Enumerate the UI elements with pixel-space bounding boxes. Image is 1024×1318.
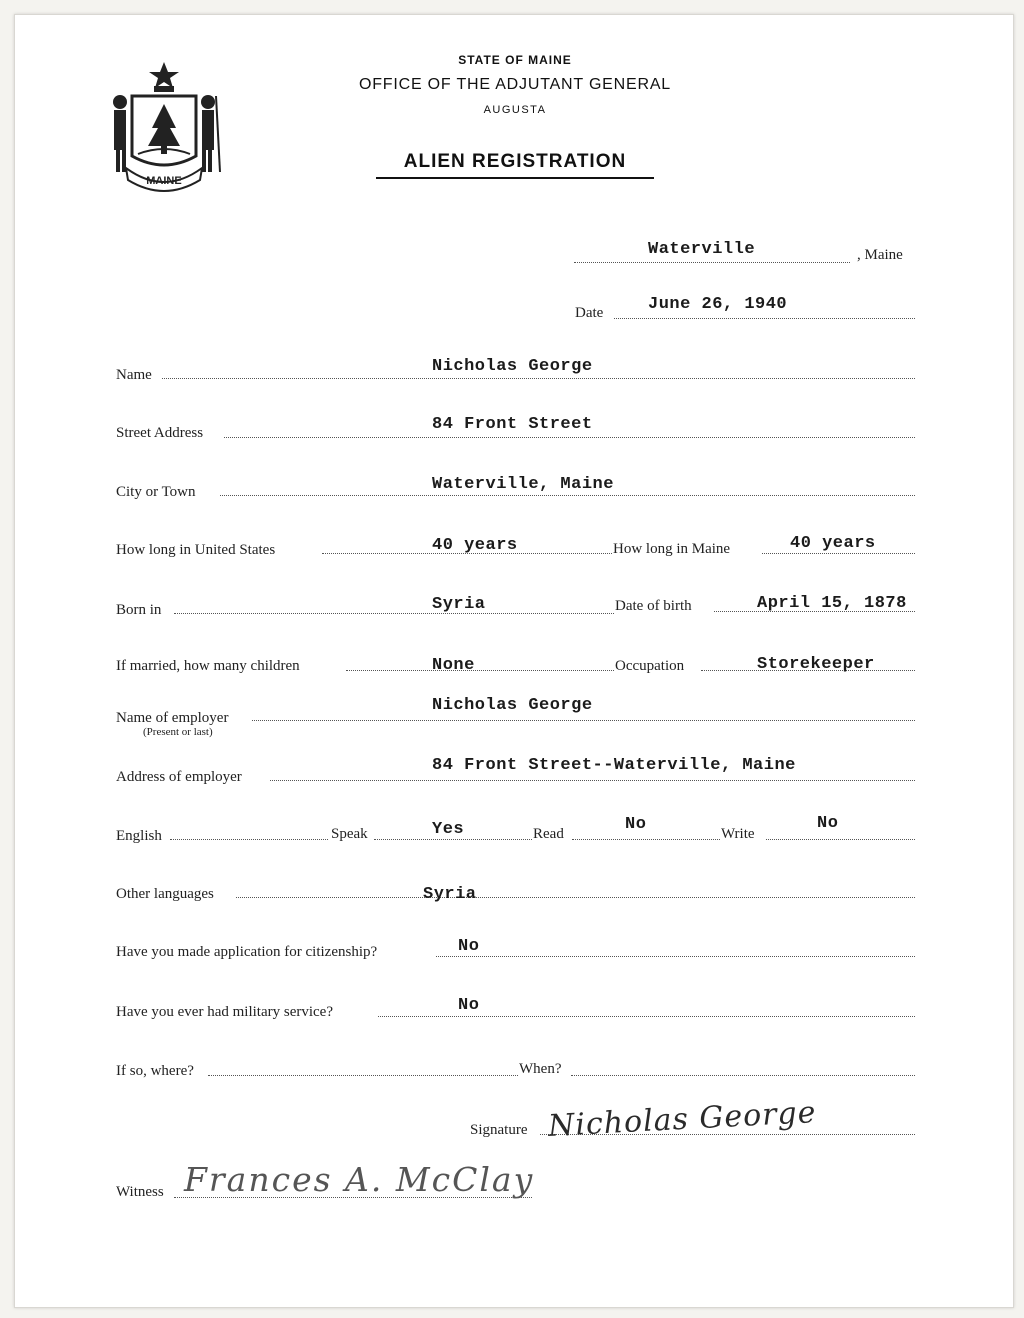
- title-underline: [376, 177, 654, 179]
- children-line: [346, 670, 614, 671]
- occupation-label: Occupation: [615, 658, 685, 674]
- name-line: [162, 378, 915, 379]
- citizenship-line: [436, 956, 915, 957]
- write-value: No: [817, 814, 839, 833]
- maine-years-value: 40 years: [790, 534, 876, 553]
- us-years-label: How long in United States: [116, 542, 276, 558]
- where-label: If so, where?: [116, 1063, 194, 1079]
- write-label: Write: [721, 826, 755, 842]
- children-value: None: [432, 656, 475, 675]
- date-line: [614, 318, 915, 319]
- witness-handwriting: Frances A. McClay: [184, 1160, 535, 1199]
- read-label: Read: [533, 826, 564, 842]
- occupation-value: Storekeeper: [757, 655, 875, 674]
- read-line: [572, 839, 720, 840]
- city-heading: AUGUSTA: [483, 104, 547, 116]
- employer-value: Nicholas George: [432, 696, 593, 715]
- other-languages-value: Syria: [423, 885, 477, 904]
- english-label: English: [116, 828, 162, 844]
- children-label: If married, how many children: [116, 658, 300, 674]
- seal-text: MAINE: [146, 175, 182, 187]
- born-value: Syria: [432, 595, 486, 614]
- maine-years-line: [762, 553, 915, 554]
- city-value: Waterville, Maine: [432, 475, 614, 494]
- place-line: [574, 262, 850, 263]
- when-line: [571, 1075, 915, 1076]
- form-title: ALIEN REGISTRATION: [403, 151, 627, 172]
- where-line: [208, 1075, 518, 1076]
- employer-address-label: Address of employer: [116, 769, 242, 785]
- citizenship-value: No: [458, 937, 480, 956]
- dob-value: April 15, 1878: [757, 594, 907, 613]
- citizenship-label: Have you made application for citizenship?: [116, 944, 378, 960]
- employer-line: [252, 720, 915, 721]
- other-languages-label: Other languages: [116, 886, 214, 902]
- office-heading: OFFICE OF THE ADJUTANT GENERAL: [358, 76, 672, 93]
- place-value: Waterville: [648, 240, 756, 259]
- military-label: Have you ever had military service?: [116, 1004, 333, 1020]
- read-value: No: [625, 815, 647, 834]
- signature-label: Signature: [470, 1122, 528, 1138]
- military-value: No: [458, 996, 480, 1015]
- english-line: [170, 839, 328, 840]
- other-languages-line: [236, 897, 915, 898]
- maine-years-label: How long in Maine: [613, 541, 731, 557]
- speak-line: [374, 839, 532, 840]
- name-label: Name: [116, 367, 152, 383]
- city-line: [220, 495, 915, 496]
- born-line: [174, 613, 614, 614]
- date-value: June 26, 1940: [648, 295, 788, 314]
- street-label: Street Address: [116, 425, 204, 441]
- employer-sublabel: (Present or last): [143, 726, 213, 738]
- military-line: [378, 1016, 915, 1017]
- born-label: Born in: [116, 602, 162, 618]
- street-value: 84 Front Street: [432, 415, 593, 434]
- speak-label: Speak: [331, 826, 368, 842]
- employer-address-value: 84 Front Street--Waterville, Maine: [432, 756, 796, 775]
- name-value: Nicholas George: [432, 357, 593, 376]
- state-heading: STATE OF MAINE: [458, 53, 572, 67]
- us-years-value: 40 years: [432, 536, 518, 555]
- witness-label: Witness: [116, 1184, 164, 1200]
- street-line: [224, 437, 915, 438]
- signature-handwriting: Nicholas George: [547, 1094, 818, 1145]
- speak-value: Yes: [432, 820, 465, 839]
- date-label: Date: [575, 305, 604, 321]
- city-label: City or Town: [116, 484, 196, 500]
- employer-label: Name of employer: [116, 710, 229, 726]
- write-line: [766, 839, 915, 840]
- place-suffix: , Maine: [857, 247, 903, 263]
- when-label: When?: [519, 1061, 562, 1077]
- employer-address-line: [270, 780, 915, 781]
- dob-label: Date of birth: [615, 598, 692, 614]
